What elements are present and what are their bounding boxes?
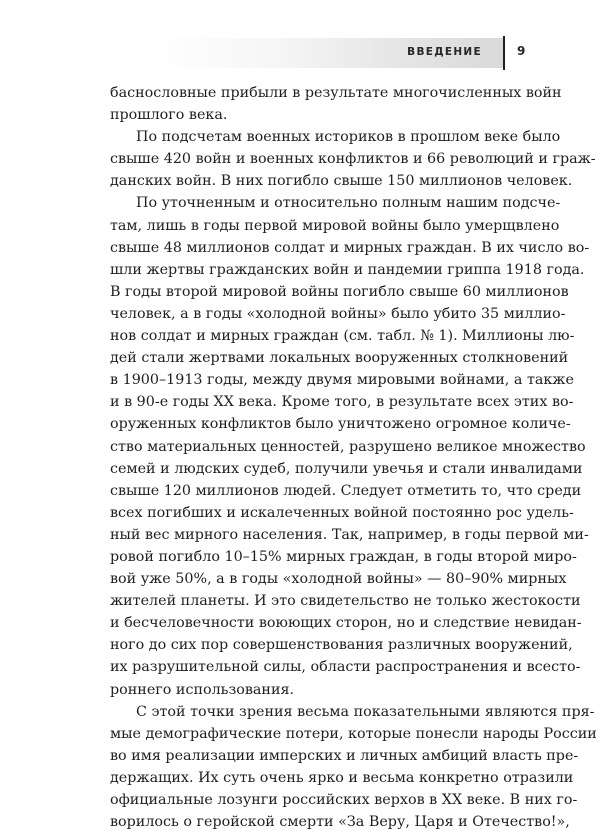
header-divider: [503, 36, 505, 70]
text-line: ворилось о геройской смерти «За Веру, Царя и Отечество!»,: [110, 814, 570, 831]
text-line: По подсчетам военных историков в прошлом веке было: [136, 129, 561, 146]
text-line: мые демографические потери, которые понесли народы России: [110, 725, 597, 742]
text-line: и бесчеловечности воюющих сторон, но и следствие невидан-: [110, 615, 582, 632]
text-line: ный вес мирного населения. Так, например, в годы первой ми-: [110, 526, 589, 543]
text-line: официальные лозунги российских верхов в XX веке. В них го-: [110, 792, 578, 808]
running-header-section-title: ВВЕДЕНИЕ: [407, 46, 482, 58]
text-line: вой уже 50%, а в годы «холодной войны» — 80–90% мирных: [110, 571, 567, 588]
text-line: С этой точки зрения весьма показательными являются пря-: [136, 703, 595, 720]
body-text: [110, 82, 597, 833]
text-line: и в 90-е годы XX века. Кроме того, в результате всех этих во-: [110, 394, 574, 411]
text-line: В годы второй мировой войны погибло свыше 60 миллионов: [110, 283, 569, 300]
text-line: дей стали жертвами локальных вооруженных столкновений: [110, 350, 569, 367]
text-line: По уточненным и относительно полным нашим подсче-: [136, 195, 561, 212]
text-line: человек, а в годы «холодной войны» было убито 35 миллио-: [110, 305, 566, 322]
text-line: семей и людских судеб, получили увечья и стали инвалидами: [110, 460, 583, 477]
text-line: жителей планеты. И это свидетельство не только жестокости: [110, 593, 581, 610]
text-line: держащих. Их суть очень ярко и весьма конкретно отразили: [110, 769, 574, 786]
page-number: 9: [517, 44, 526, 58]
text-line: их разрушительной силы, области распространения и всесто-: [110, 659, 581, 676]
text-line: в 1900–1913 годы, между двумя мировыми войнами, а также: [110, 372, 574, 389]
text-line: прошлого века.: [110, 107, 228, 124]
text-line: там, лишь в годы первой мировой войны было умерщвлено: [110, 217, 560, 234]
text-line: ровой погибло 10–15% мирных граждан, в годы второй миро-: [110, 548, 577, 565]
text-line: данских войн. В них погибло свыше 150 миллионов человек.: [110, 173, 573, 190]
text-line: баснословные прибыли в результате многочисленных войн: [110, 85, 562, 101]
text-line: ство материальных ценностей, разрушено великое множество: [110, 438, 586, 455]
text-line: роннего использования.: [110, 681, 295, 698]
text-line: ного до сих пор совершенствования различных вооружений,: [110, 637, 573, 654]
text-line: во имя реализации имперских и личных амбиций власть пре-: [110, 747, 579, 764]
text-line: свыше 120 миллионов людей. Следует отметить то, что среди: [110, 482, 582, 499]
text-line: шли жертвы гражданских войн и пандемии гриппа 1918 года.: [110, 261, 585, 278]
text-line: оруженных конфликтов было уничтожено огромное количе-: [110, 416, 571, 433]
text-line: свыше 48 миллионов солдат и мирных граждан. В их число во-: [110, 239, 590, 256]
text-line: нов солдат и мирных граждан (см. табл. № 1). Миллионы лю-: [110, 328, 575, 345]
text-line: свыше 420 войн и военных конфликтов и 66 революций и граж-: [110, 151, 596, 168]
text-line: всех погибших и искалеченных войной постоянно рос удель-: [110, 504, 574, 521]
